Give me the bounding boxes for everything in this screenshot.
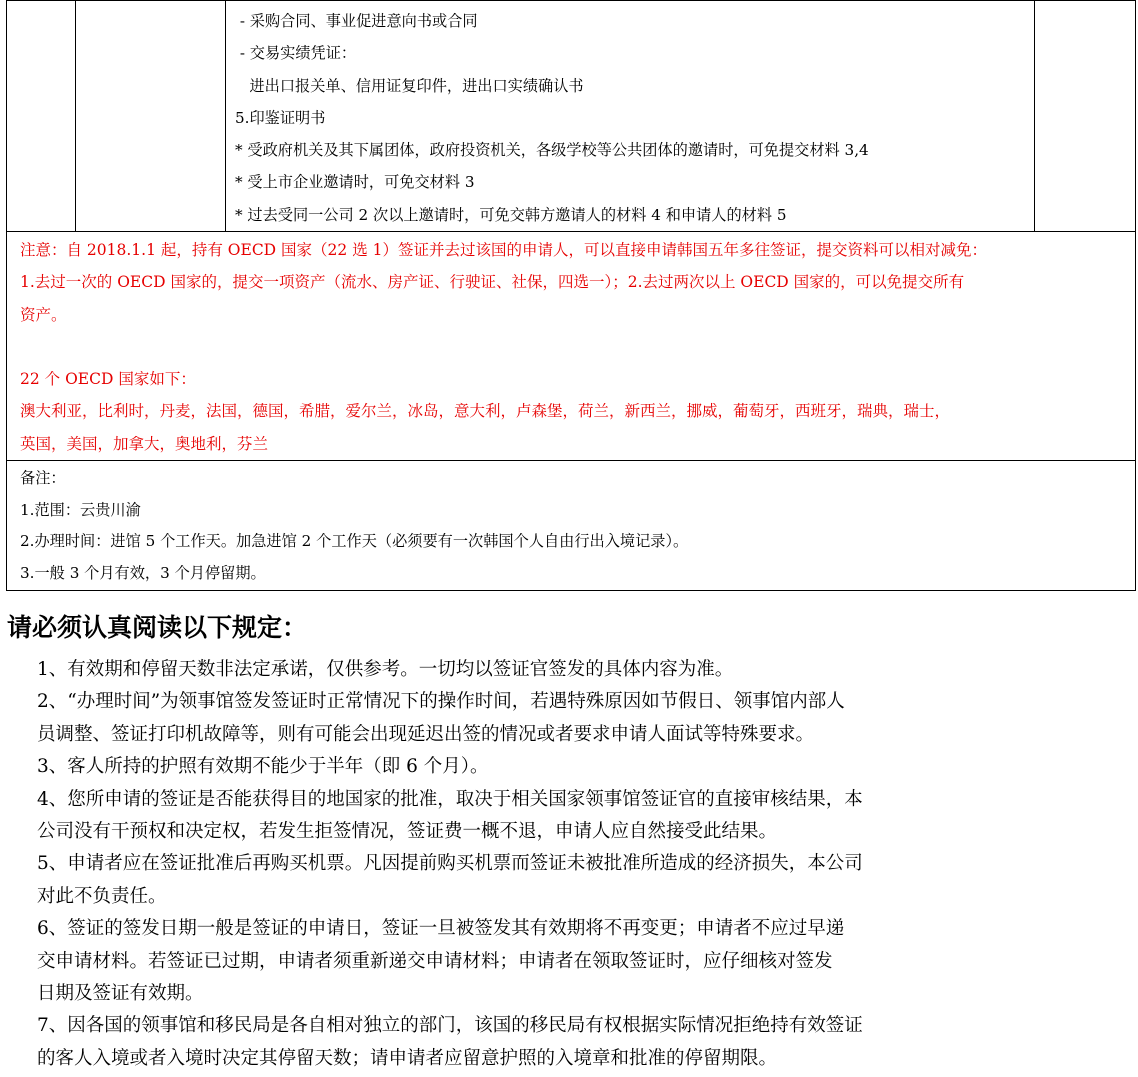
remarks-cell bbox=[6, 461, 1136, 591]
remarks-line: 3.一般 3 个月有效，3 个月停留期。 bbox=[20, 563, 266, 582]
notice-rules-list bbox=[37, 654, 1037, 1075]
requirement-line: * 过去受同一公司 2 次以上邀请时，可免交韩方邀请人的材料 4 和申请人的材料 5 bbox=[235, 205, 787, 224]
remarks-line: 2.办理时间：进馆 5 个工作天。加急进馆 2 个工作天（必须要有一次韩国个人自由行出入境记录）。 bbox=[20, 532, 689, 550]
requirement-line: * 受政府机关及其下属团体，政府投资机关，各级学校等公共团体的邀请时，可免提交材料 3,4 bbox=[235, 141, 869, 160]
notice-rule-line: 1、有效期和停留天数非法定承诺，仅供参考。一切均以签证官签发的具体内容为准。 bbox=[37, 659, 734, 680]
notice-rule-line: 2、“办理时间”为领事馆签发签证时正常情况下的操作时间，若遇特殊原因如节假日、领事馆内部人 bbox=[37, 691, 845, 713]
document bbox=[6, 0, 1136, 591]
requirement-line: 进出口报关单、信用证复印件，进出口实绩确认书 bbox=[235, 76, 584, 95]
notice-rule-line: 对此不负责任。 bbox=[37, 885, 167, 907]
notice-rule-line: 的客人入境或者入境时决定其停留天数；请申请者应留意护照的入境章和批准的停留期限。 bbox=[37, 1047, 778, 1069]
oecd-notice-line: 英国，美国，加拿大，奥地利，芬兰 bbox=[20, 434, 269, 453]
table-column-divider bbox=[225, 1, 226, 231]
requirement-line: 5.印鉴证明书 bbox=[235, 108, 326, 127]
notice-rule-line: 3、客人所持的护照有效期不能少于半年（即 6 个月）。 bbox=[37, 756, 489, 778]
oecd-notice-cell bbox=[6, 232, 1136, 461]
notice-rule-line: 5、申请者应在签证批准后再购买机票。凡因提前购买机票而签证未被批准所造成的经济损失，本公司 bbox=[37, 853, 863, 875]
requirements-list bbox=[235, 5, 1035, 231]
requirement-line: - 采购合同、事业促进意向书或合同 bbox=[235, 12, 478, 30]
notice-rule-line: 4、您所申请的签证是否能获得目的地国家的批准，取决于相关国家领事馆签证官的直接审核结果，本 bbox=[37, 788, 863, 810]
oecd-notice-line bbox=[20, 331, 1135, 363]
notice-rule-line: 6、签证的签发日期一般是签证的申请日，签证一旦被签发其有效期将不再变更；申请者不应过早递 bbox=[37, 918, 845, 940]
notice-rule-line: 交申请材料。若签证已过期，申请者须重新递交申请材料；申请者在领取签证时，应仔细核对签发 bbox=[37, 950, 833, 972]
remarks-line: 1.范围：云贵川渝 bbox=[20, 500, 141, 519]
requirements-table-row bbox=[6, 0, 1136, 232]
oecd-notice-line: 1.去过一次的 OECD 国家的，提交一项资产（流水、房产证、行驶证、社保，四选一）；2.去过两次以上 OECD 国家的，可以免提交所有 bbox=[20, 273, 965, 292]
requirement-line: - 交易实绩凭证： bbox=[235, 44, 357, 63]
notice-rule-line: 员调整、签证打印机故障等，则有可能会出现延迟出签的情况或者要求申请人面试等特殊要求。 bbox=[37, 723, 815, 745]
requirement-line: * 受上市企业邀请时，可免交材料 3 bbox=[235, 173, 475, 192]
notice-rule-line: 公司没有干预权和决定权，若发生拒签情况，签证费一概不退，申请人应自然接受此结果。 bbox=[37, 820, 778, 842]
oecd-notice-line: 澳大利亚，比利时，丹麦，法国，德国，希腊，爱尔兰，冰岛，意大利，卢森堡，荷兰，新西兰，挪威，葡萄牙，西班牙，瑞典，瑞士， bbox=[20, 402, 951, 421]
notice-rule-line: 日期及签证有效期。 bbox=[37, 982, 204, 1004]
notice-heading: 请必须认真阅读以下规定： bbox=[7, 613, 308, 642]
table-column-divider bbox=[75, 1, 76, 231]
remarks-line: 备注： bbox=[20, 469, 66, 487]
oecd-notice-line: 22 个 OECD 国家如下： bbox=[20, 370, 196, 389]
notice-rule-line: 7、因各国的领事馆和移民局是各自相对独立的部门，该国的移民局有权根据实际情况拒绝持有效签证 bbox=[37, 1015, 863, 1037]
oecd-notice-line: 注意：自 2018.1.1 起，持有 OECD 国家（22 选 1）签证并去过该国的申请人，可以直接申请韩国五年多往签证，提交资料可以相对减免： bbox=[20, 241, 987, 259]
oecd-notice-line: 资产。 bbox=[20, 305, 67, 324]
